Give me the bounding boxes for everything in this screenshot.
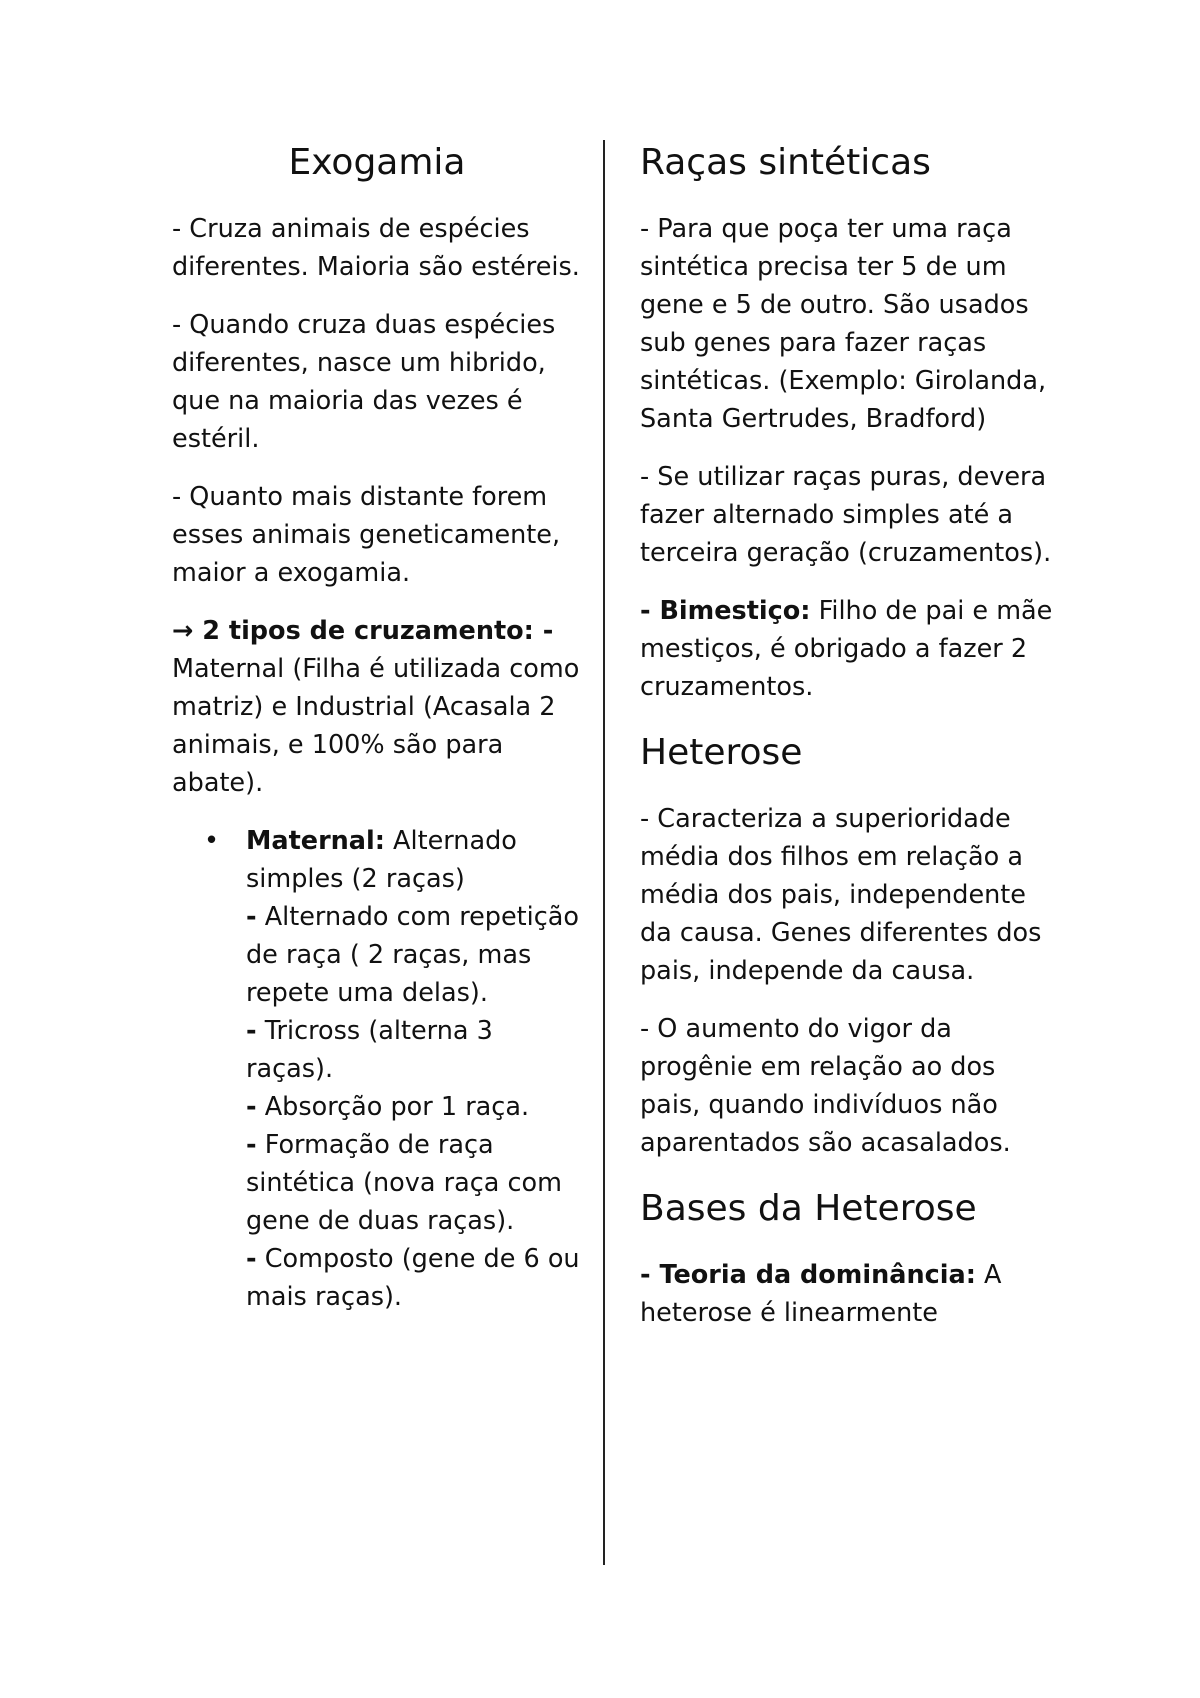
dash: -	[246, 1092, 257, 1122]
heading-bases-heterose: Bases da Heterose	[640, 1188, 977, 1229]
bullet-list	[172, 822, 582, 1316]
sub-item	[246, 1012, 582, 1088]
dash: -	[640, 1260, 651, 1290]
sub-item-text: Alternado com repetição de raça ( 2 raças, mas repete uma delas).	[246, 902, 580, 1008]
heading-racas-sinteticas: Raças sintéticas	[640, 142, 931, 183]
list-line	[246, 822, 582, 898]
column-divider	[603, 140, 605, 1565]
dash: -	[246, 902, 257, 932]
sub-item	[246, 1088, 582, 1126]
paragraph: - Quanto mais distante forem esses animais geneticamente, maior a exogamia.	[172, 482, 561, 588]
dash: -	[640, 596, 651, 626]
sub-item	[246, 1240, 582, 1316]
paragraph: - O aumento do vigor da progênie em relação ao dos pais, quando indivíduos não aparentados são acasalados.	[640, 1014, 1011, 1158]
paragraph-text: A heterose é linearmente	[640, 1260, 1002, 1328]
dash: -	[246, 1130, 257, 1160]
bold-text: 2 tipos de cruzamento: -	[193, 616, 554, 646]
paragraph: - Se utilizar raças puras, devera fazer alternado simples até a terceira geração (cruzamentos).	[640, 462, 1052, 568]
right-column	[640, 136, 1060, 1352]
list-item	[204, 822, 582, 1316]
heading-heterose: Heterose	[640, 732, 803, 773]
paragraph: - Quando cruza duas espécies diferentes, nasce um hibrido, que na maioria das vezes é estéril.	[172, 310, 556, 454]
bold-text: Teoria da dominância:	[650, 1260, 976, 1290]
sub-item-text: Formação de raça sintética (nova raça com gene de duas raças).	[246, 1130, 562, 1236]
sub-item-text: Absorção por 1 raça.	[256, 1092, 530, 1122]
paragraph-text: Maternal (Filha é utilizada como matriz) e Industrial (Acasala 2 animais, e 100% são para abate).	[172, 654, 580, 798]
paragraph-cruzamento-types	[172, 612, 582, 802]
paragraph: - Para que poça ter uma raça sintética precisa ter 5 de um gene e 5 de outro. São usados sub genes para fazer raças sintéticas. (Exemplo: Girolanda, Santa Gertrudes, Bradford)	[640, 214, 1047, 434]
paragraph-teoria-dominancia	[640, 1256, 1060, 1332]
arrow-icon: →	[172, 616, 194, 646]
bullet-icon: •	[204, 826, 220, 856]
paragraph: - Cruza animais de espécies diferentes. Maioria são estéreis.	[172, 214, 580, 282]
bold-text: Maternal:	[246, 826, 385, 856]
dash: -	[246, 1244, 257, 1274]
sub-item-text: Tricross (alterna 3 raças).	[246, 1016, 493, 1084]
sub-item-text: Composto (gene de 6 ou mais raças).	[246, 1244, 580, 1312]
list-text: Alternado simples (2 raças)	[246, 826, 517, 894]
paragraph: - Caracteriza a superioridade média dos filhos em relação a média dos pais, independente da causa. Genes diferentes dos pais, independe da causa.	[640, 804, 1042, 986]
bold-text: Bimestiço:	[650, 596, 811, 626]
dash: -	[246, 1016, 257, 1046]
paragraph-text: Filho de pai e mãe mestiços, é obrigado a fazer 2 cruzamentos.	[640, 596, 1053, 702]
heading-exogamia: Exogamia	[288, 142, 466, 183]
sub-item	[246, 1126, 582, 1240]
paragraph-bimestico	[640, 592, 1060, 706]
sub-item	[246, 898, 582, 1012]
left-column	[172, 136, 582, 1316]
